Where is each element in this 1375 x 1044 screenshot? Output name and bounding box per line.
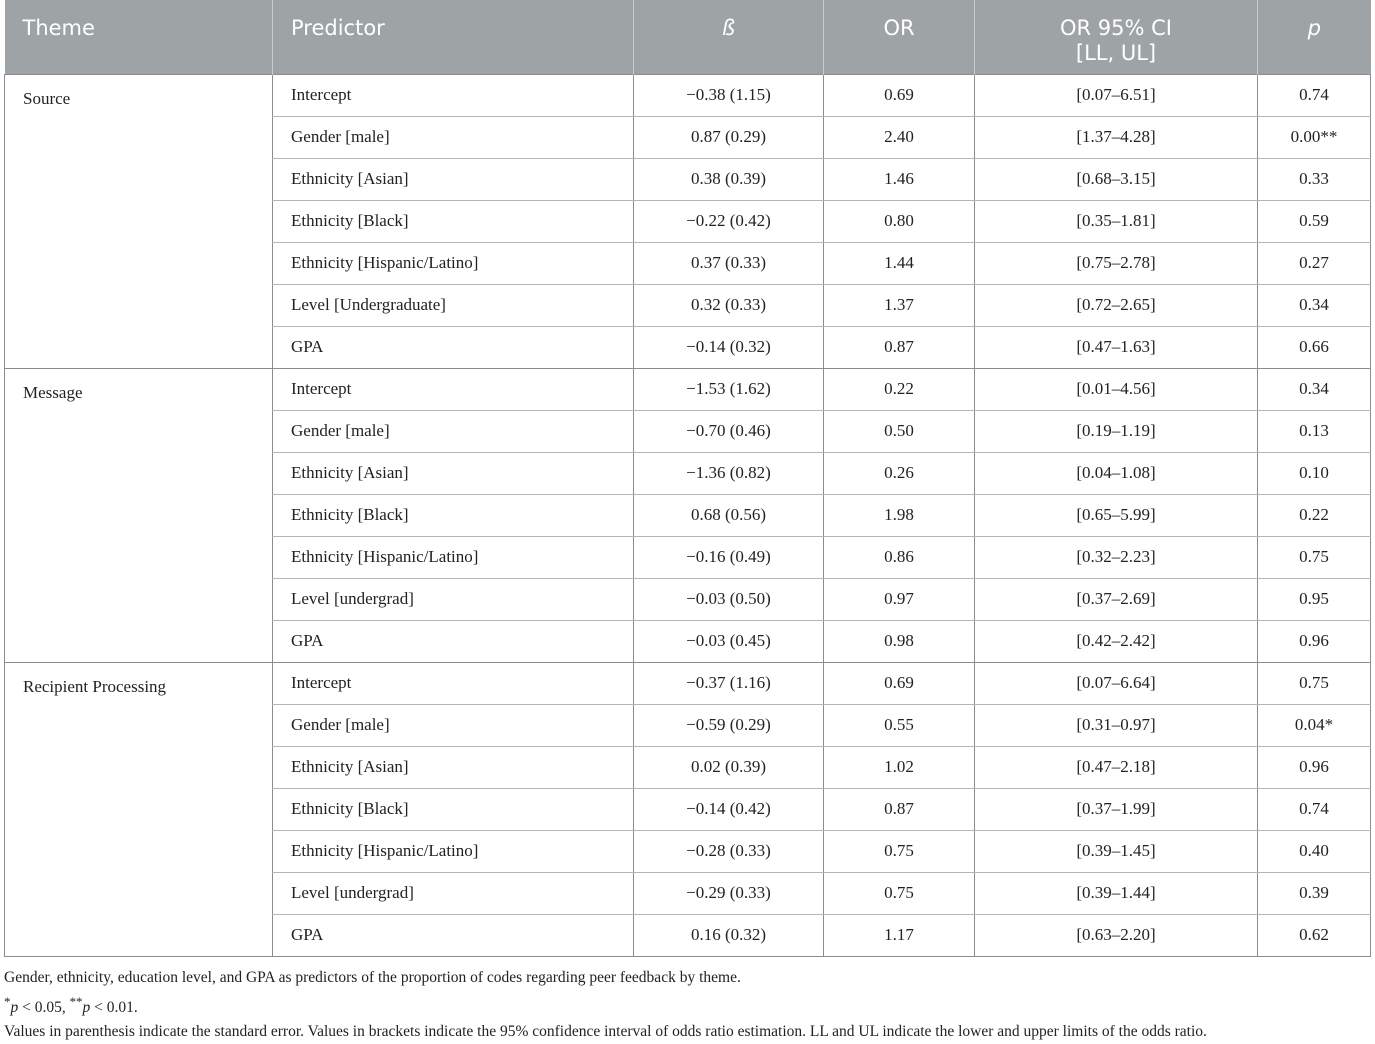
table-row [5,368,1371,410]
header-row [5,0,1371,74]
or-cell: 0.69 [824,74,975,116]
ci-cell: [0.19–1.19] [975,410,1258,452]
predictor-cell: Ethnicity [Asian] [273,158,634,200]
or-cell: 0.80 [824,200,975,242]
ci-cell: [0.47–2.18] [975,746,1258,788]
beta-cell: −0.14 (0.42) [634,788,824,830]
beta-cell: −0.03 (0.50) [634,578,824,620]
p-cell: 0.04* [1258,704,1371,746]
ci-cell: [1.37–4.28] [975,116,1258,158]
beta-cell: −1.36 (0.82) [634,452,824,494]
or-cell: 1.37 [824,284,975,326]
ci-cell: [0.63–2.20] [975,914,1258,956]
beta-cell: 0.38 (0.39) [634,158,824,200]
p-cell: 0.96 [1258,620,1371,662]
beta-cell: 0.37 (0.33) [634,242,824,284]
or-cell: 0.75 [824,830,975,872]
table-footnotes [4,966,1370,1044]
predictor-cell: GPA [273,326,634,368]
or-cell: 1.98 [824,494,975,536]
predictor-cell: Ethnicity [Asian] [273,452,634,494]
table-caption: Gender, ethnicity, education level, and GPA as predictors of the proportion of codes regarding peer feedback by theme. [4,969,741,986]
beta-cell: −1.53 (1.62) [634,368,824,410]
beta-cell: −0.28 (0.33) [634,830,824,872]
p-cell: 0.74 [1258,788,1371,830]
p-cell: 0.00** [1258,116,1371,158]
ci-cell: [0.32–2.23] [975,536,1258,578]
predictor-cell: Intercept [273,368,634,410]
predictor-cell: Ethnicity [Asian] [273,746,634,788]
significance-note [4,990,1370,1020]
predictor-cell: Ethnicity [Hispanic/Latino] [273,536,634,578]
beta-cell: 0.02 (0.39) [634,746,824,788]
or-cell: 0.50 [824,410,975,452]
predictor-cell: GPA [273,914,634,956]
predictor-cell: Ethnicity [Hispanic/Latino] [273,830,634,872]
ci-cell: [0.01–4.56] [975,368,1258,410]
ci-cell: [0.75–2.78] [975,242,1258,284]
header-ci [975,0,1258,74]
header-ci-line2: [LL, UL] [1075,41,1157,65]
predictor-cell: Level [undergrad] [273,578,634,620]
beta-cell: 0.32 (0.33) [634,284,824,326]
beta-cell: −0.37 (1.16) [634,662,824,704]
beta-cell: −0.70 (0.46) [634,410,824,452]
predictor-cell: Intercept [273,74,634,116]
header-ci-line1: OR 95% CI [1059,16,1172,40]
results-table [4,0,1371,957]
sig-rest-1: < 0.05, [18,999,70,1017]
beta-cell: −0.16 (0.49) [634,536,824,578]
or-cell: 1.02 [824,746,975,788]
ci-cell: [0.37–1.99] [975,788,1258,830]
ci-cell: [0.39–1.45] [975,830,1258,872]
sig-p-1: p [10,999,19,1017]
predictor-cell: Ethnicity [Black] [273,788,634,830]
predictor-cell: GPA [273,620,634,662]
beta-cell: 0.68 (0.56) [634,494,824,536]
or-cell: 1.46 [824,158,975,200]
ci-cell: [0.04–1.08] [975,452,1258,494]
or-cell: 0.97 [824,578,975,620]
predictor-cell: Ethnicity [Hispanic/Latino] [273,242,634,284]
or-cell: 1.17 [824,914,975,956]
beta-cell: −0.38 (1.15) [634,74,824,116]
p-cell: 0.95 [1258,578,1371,620]
ci-cell: [0.39–1.44] [975,872,1258,914]
p-cell: 0.22 [1258,494,1371,536]
p-cell: 0.74 [1258,74,1371,116]
beta-cell: −0.29 (0.33) [634,872,824,914]
or-cell: 0.69 [824,662,975,704]
predictor-cell: Gender [male] [273,704,634,746]
ci-cell: [0.68–3.15] [975,158,1258,200]
predictor-cell: Intercept [273,662,634,704]
header-beta: ß [634,0,824,74]
predictor-cell: Ethnicity [Black] [273,200,634,242]
p-cell: 0.34 [1258,284,1371,326]
or-cell: 0.26 [824,452,975,494]
sig-p-2: p [82,999,91,1017]
ci-cell: [0.07–6.51] [975,74,1258,116]
beta-cell: −0.22 (0.42) [634,200,824,242]
values-note: Values in parenthesis indicate the standard error. Values in brackets indicate the 95% confidence interval of odds ratio estimation. LL and UL indicate the lower and upper limits of the odds ratio. [4,1023,1207,1041]
or-cell: 0.87 [824,788,975,830]
p-cell: 0.62 [1258,914,1371,956]
p-cell: 0.96 [1258,746,1371,788]
p-cell: 0.59 [1258,200,1371,242]
or-cell: 0.98 [824,620,975,662]
table-row [5,662,1371,704]
p-cell: 0.40 [1258,830,1371,872]
beta-cell: 0.87 (0.29) [634,116,824,158]
theme-cell: Recipient Processing [5,662,273,956]
beta-cell: 0.16 (0.32) [634,914,824,956]
p-cell: 0.39 [1258,872,1371,914]
or-cell: 0.87 [824,326,975,368]
or-cell: 0.55 [824,704,975,746]
ci-cell: [0.47–1.63] [975,326,1258,368]
sig-rest-2: < 0.01. [90,999,138,1017]
predictor-cell: Level [Undergraduate] [273,284,634,326]
or-cell: 0.75 [824,872,975,914]
header-predictor: Predictor [273,0,634,74]
p-cell: 0.13 [1258,410,1371,452]
p-cell: 0.66 [1258,326,1371,368]
predictor-cell: Gender [male] [273,116,634,158]
p-cell: 0.33 [1258,158,1371,200]
p-cell: 0.75 [1258,536,1371,578]
ci-cell: [0.07–6.64] [975,662,1258,704]
beta-cell: −0.14 (0.32) [634,326,824,368]
predictor-cell: Level [undergrad] [273,872,634,914]
p-cell: 0.75 [1258,662,1371,704]
table-body [5,74,1371,956]
beta-cell: −0.59 (0.29) [634,704,824,746]
header-or: OR [824,0,975,74]
ci-cell: [0.72–2.65] [975,284,1258,326]
ci-cell: [0.35–1.81] [975,200,1258,242]
or-cell: 0.22 [824,368,975,410]
or-cell: 2.40 [824,116,975,158]
p-cell: 0.34 [1258,368,1371,410]
or-cell: 0.86 [824,536,975,578]
or-cell: 1.44 [824,242,975,284]
header-theme: Theme [5,0,273,74]
ci-cell: [0.37–2.69] [975,578,1258,620]
predictor-cell: Ethnicity [Black] [273,494,634,536]
p-cell: 0.27 [1258,242,1371,284]
ci-cell: [0.31–0.97] [975,704,1258,746]
header-p: p [1258,0,1371,74]
ci-cell: [0.65–5.99] [975,494,1258,536]
table-row [5,74,1371,116]
theme-cell: Source [5,74,273,368]
predictor-cell: Gender [male] [273,410,634,452]
theme-cell: Message [5,368,273,662]
sig-star-2: ** [69,994,83,1009]
sig-star-1: * [4,994,11,1009]
p-cell: 0.10 [1258,452,1371,494]
ci-cell: [0.42–2.42] [975,620,1258,662]
beta-cell: −0.03 (0.45) [634,620,824,662]
